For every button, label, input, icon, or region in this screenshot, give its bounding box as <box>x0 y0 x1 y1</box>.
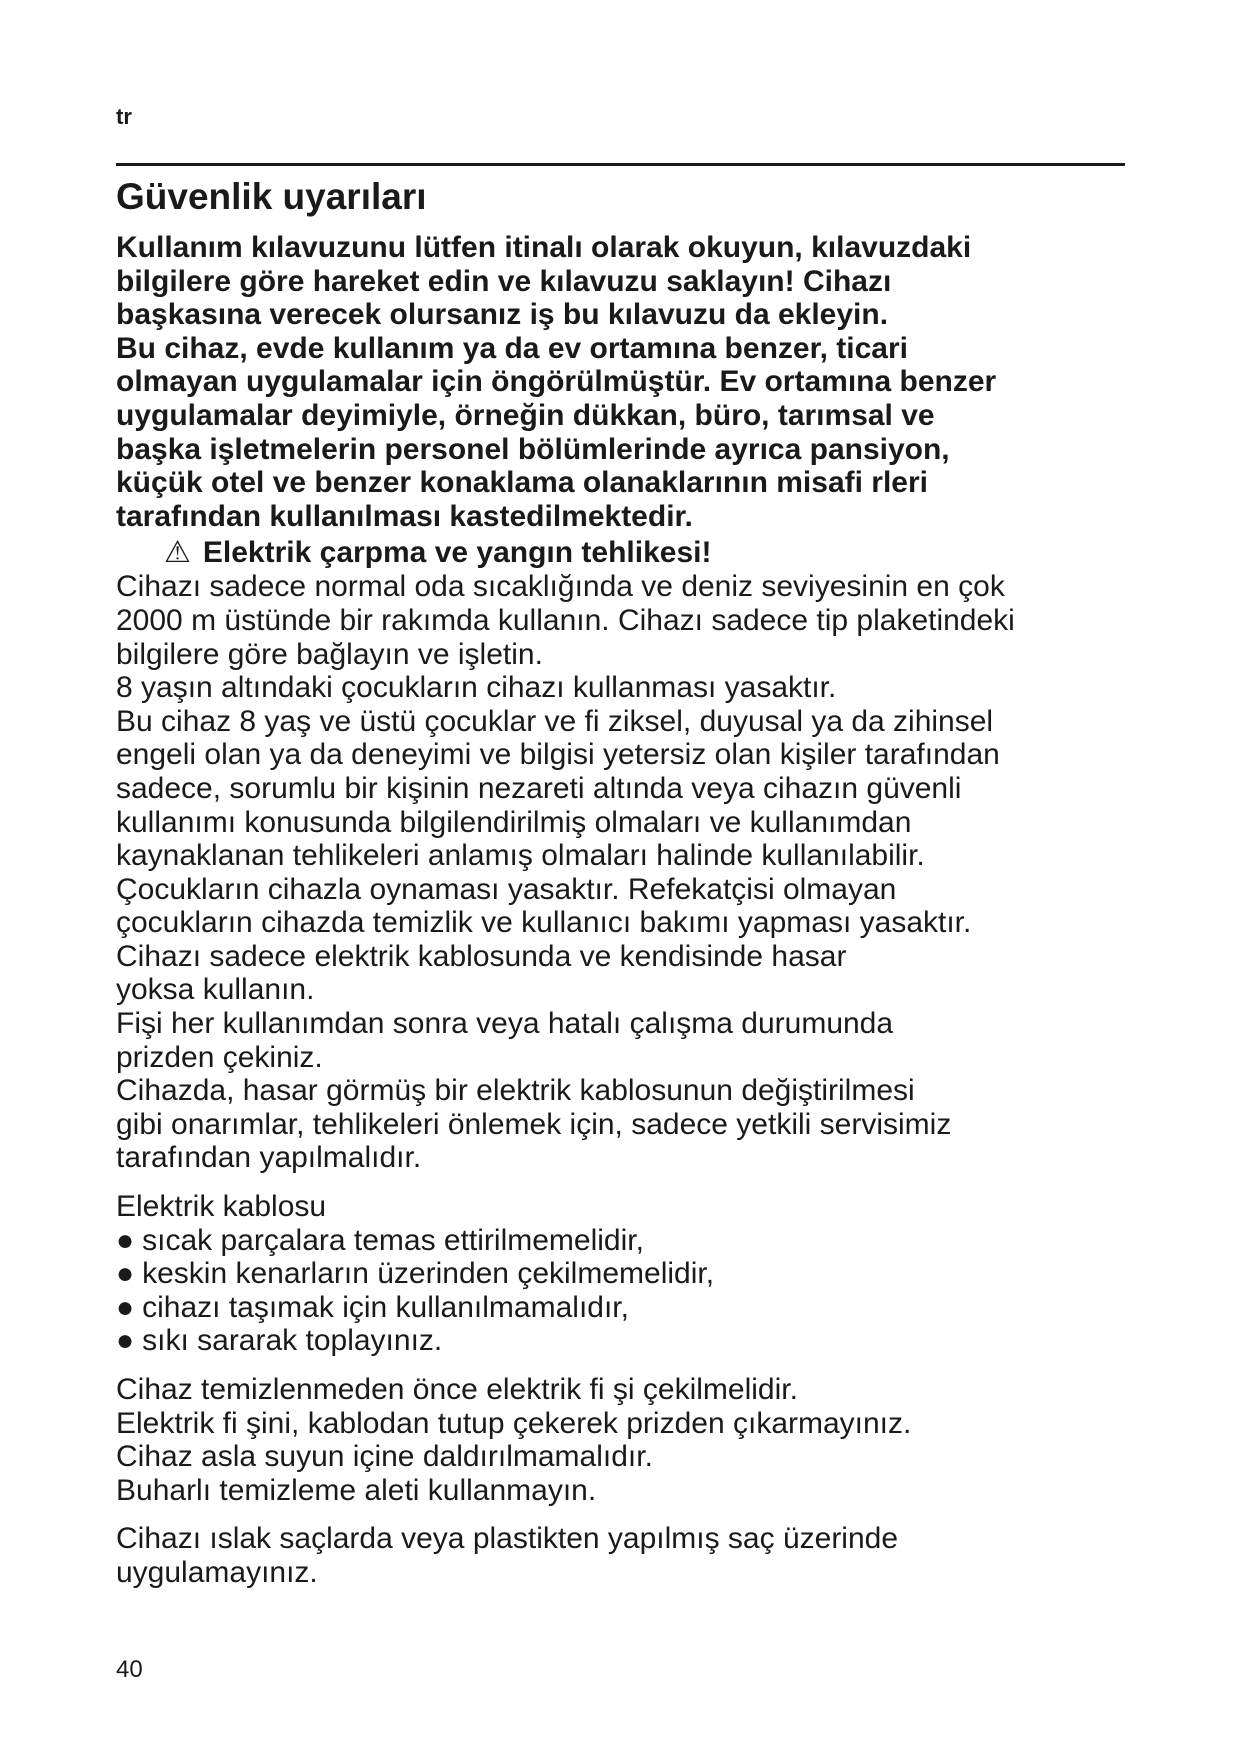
cleaning-line: Elektrik fi şini, kablodan tutup çekerek prizden çıkarmayınız. <box>116 1406 912 1440</box>
page-title: Güvenlik uyarıları <box>116 176 427 217</box>
hair-line: uygulamayınız. <box>116 1555 318 1589</box>
cleaning-line: Buharlı temizleme aleti kullanmayın. <box>116 1473 597 1507</box>
intro-line: başka işletmelerin personel bölümlerinde ayrıca pansiyon, <box>116 432 950 466</box>
body-line: Cihazı sadece normal oda sıcaklığında ve deniz seviyesinin en çok <box>116 570 1005 604</box>
document-page <box>116 104 1126 1590</box>
bullet-item <box>116 1291 1126 1325</box>
bullet-item <box>116 1224 1126 1258</box>
body-line: engeli olan ya da deneyimi ve bilgisi yetersiz olan kişiler tarafından <box>116 738 1000 772</box>
body-line: prizden çekiniz. <box>116 1040 323 1074</box>
body-line: Bu cihaz 8 yaş ve üstü çocuklar ve fi ziksel, duyusal ya da zihinsel <box>116 704 994 738</box>
intro-line: olmayan uygulamalar için öngörülmüştür. Ev ortamına benzer <box>116 365 997 399</box>
bullet-dot-icon: ● <box>116 1257 135 1291</box>
intro-line: başkasına verecek olursanız iş bu kılavuzu da ekleyin. <box>116 298 889 332</box>
body-line: tarafından yapılmalıdır. <box>116 1141 422 1175</box>
intro-line: bilgilere göre hareket edin ve kılavuzu saklayın! Cihazı <box>116 264 892 298</box>
body-line: kaynaklanan tehlikeleri anlamış olmaları halinde kullanılabilir. <box>116 839 925 873</box>
paragraph-gap <box>116 1507 1126 1522</box>
safety-paragraph <box>116 570 1126 1175</box>
bullet-dot-icon: ● <box>116 1223 135 1257</box>
language-code: tr <box>116 104 132 129</box>
cleaning-line: Cihaz temizlenmeden önce elektrik fi şi çekilmelidir. <box>116 1373 798 1406</box>
header-divider <box>116 163 1125 166</box>
body-line: gibi onarımlar, tehlikeleri önlemek için, sadece yetkili servisimiz <box>116 1107 952 1141</box>
paragraph-gap <box>116 1175 1126 1190</box>
body-line: Çocukların cihazla oynaması yasaktır. Refekatçisi olmayan <box>116 872 897 906</box>
bullet-text: keskin kenarların üzerinden çekilmemelidir, <box>142 1257 715 1291</box>
bullet-text: cihazı taşımak için kullanılmamalıdır, <box>142 1290 629 1324</box>
intro-line: Kullanım kılavuzunu lütfen itinalı olarak okuyun, kılavuzdaki <box>116 231 972 264</box>
intro-line: tarafından kullanılması kastedilmektedir. <box>116 499 693 533</box>
hair-paragraph <box>116 1522 1126 1589</box>
body-line: 8 yaşın altındaki çocukların cihazı kullanması yasaktır. <box>116 671 837 705</box>
bullet-text: sıcak parçalara temas ettirilmemelidir, <box>142 1223 644 1257</box>
warning-text: Elektrik çarpma ve yangın tehlikesi! <box>202 536 712 570</box>
cleaning-line: Cihaz asla suyun içine daldırılmamalıdır. <box>116 1440 653 1474</box>
intro-line: küçük otel ve benzer konaklama olanaklarının misafi rleri <box>116 466 928 500</box>
warning-triangle-icon: ⚠ <box>164 536 191 570</box>
bullet-item <box>116 1257 1126 1291</box>
body-line: Fişi her kullanımdan sonra veya hatalı çalışma durumunda <box>116 1007 894 1041</box>
cable-section <box>116 1190 1126 1358</box>
body-line: 2000 m üstünde bir rakımda kullanın. Cihazı sadece tip plaketindeki <box>116 603 1015 637</box>
body-line: Cihazı sadece elektrik kablosunda ve kendisinde hasar <box>116 939 847 973</box>
intro-line: Bu cihaz, evde kullanım ya da ev ortamına benzer, ticari <box>116 331 908 365</box>
body-line: bilgilere göre bağlayın ve işletin. <box>116 637 543 671</box>
intro-line: uygulamalar deyimiyle, örneğin dükkan, büro, tarımsal ve <box>116 398 935 432</box>
body-line: çocukların cihazda temizlik ve kullanıcı bakımı yapması yasaktır. <box>116 906 972 940</box>
page-number: 40 <box>116 1656 143 1683</box>
body-line: kullanımı konusunda bilgilendirilmiş olmaları ve kullanımdan <box>116 805 912 839</box>
body-line: sadece, sorumlu bir kişinin nezareti altında veya cihazın güvenli <box>116 771 962 805</box>
cable-heading: Elektrik kablosu <box>116 1190 327 1224</box>
warning-heading <box>164 536 1126 570</box>
bullet-item <box>116 1324 1126 1358</box>
body-line: Cihazda, hasar görmüş bir elektrik kablosunun değiştirilmesi <box>116 1074 915 1108</box>
paragraph-gap <box>116 1358 1126 1373</box>
cleaning-paragraph <box>116 1373 1126 1507</box>
intro-paragraph <box>116 231 1126 533</box>
bullet-dot-icon: ● <box>116 1290 135 1324</box>
body-line: yoksa kullanın. <box>116 973 315 1007</box>
bullet-text: sıkı sararak toplayınız. <box>142 1324 443 1358</box>
bullet-dot-icon: ● <box>116 1324 135 1358</box>
hair-line: Cihazı ıslak saçlarda veya plastikten yapılmış saç üzerinde <box>116 1522 899 1556</box>
